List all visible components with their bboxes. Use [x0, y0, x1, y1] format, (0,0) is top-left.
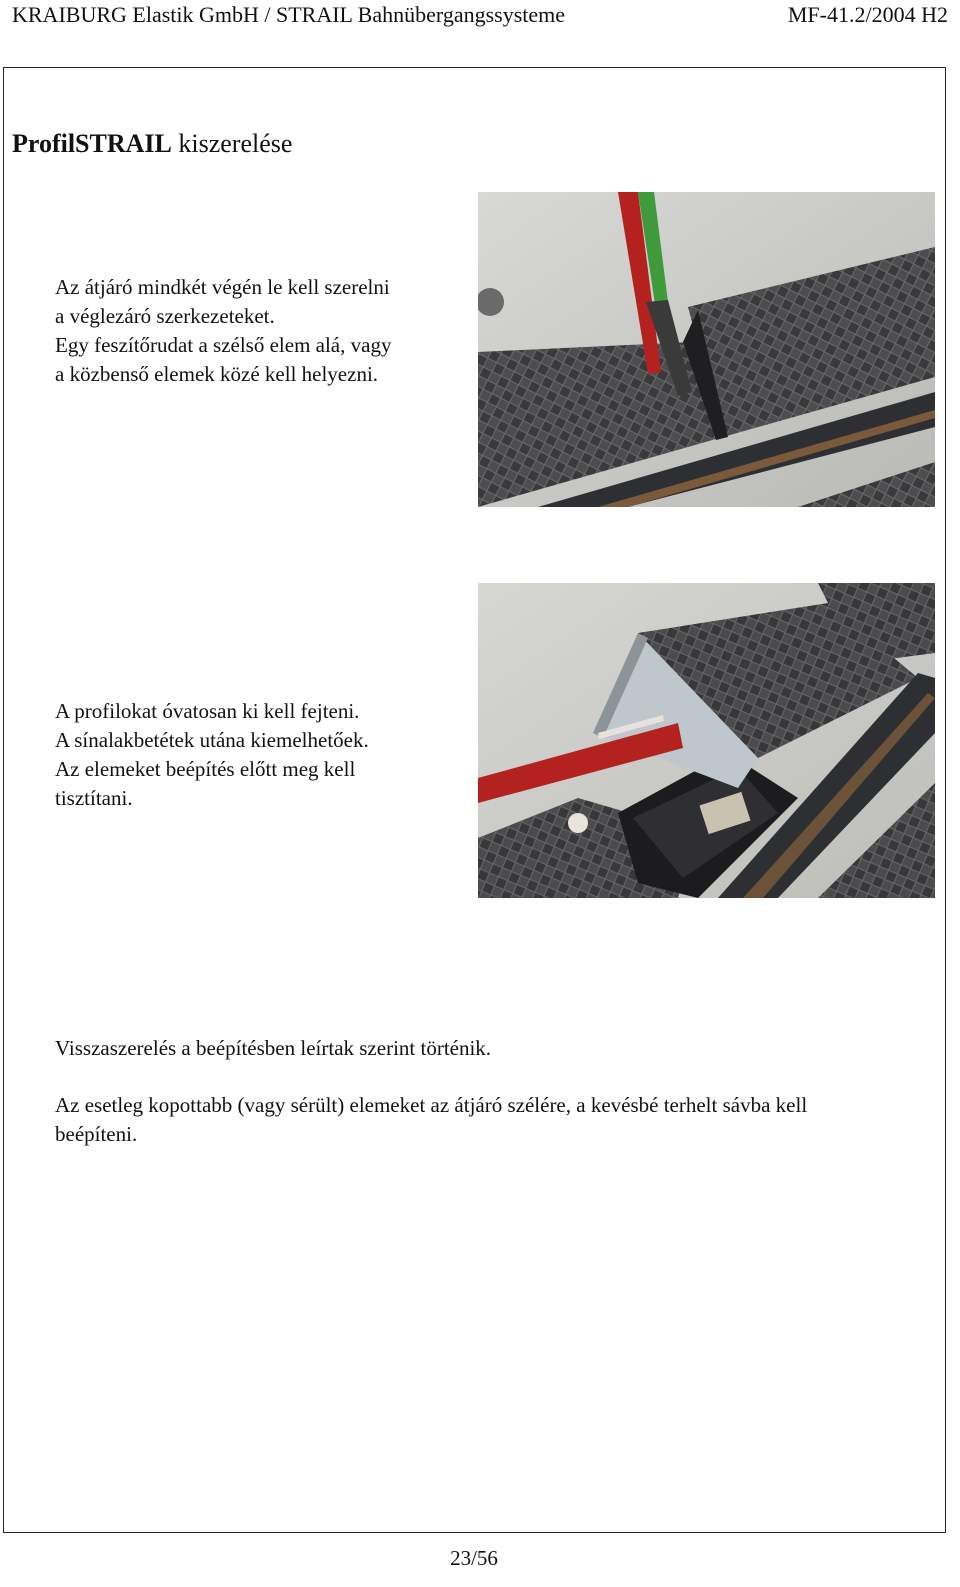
photo-crowbar-insertion-illustration: [478, 192, 935, 507]
header-document-code: MF-41.2/2004 H2: [787, 2, 948, 27]
step-2-instructions: [55, 697, 470, 813]
text-line: beépíteni.: [55, 1122, 138, 1146]
running-header: [12, 2, 948, 28]
reassembly-note: [55, 1034, 935, 1063]
text-line: Az esetleg kopottabb (vagy sérült) elemeket az átjáró szélére, a kevésbé terhelt sávba kell: [55, 1093, 808, 1117]
text-line: Egy feszítőrudat a szélső elem alá, vagy: [55, 333, 392, 357]
worn-elements-note: [55, 1091, 941, 1149]
text-line: tisztítani.: [55, 786, 133, 810]
text-line: A profilokat óvatosan ki kell fejteni.: [55, 699, 360, 723]
title-product: ProfilSTRAIL: [12, 129, 172, 158]
text-line: Visszaszerelés a beépítésben leírtak szerint történik.: [55, 1036, 492, 1060]
text-line: A sínalakbetétek utána kiemelhetőek.: [55, 728, 369, 752]
page-title: [12, 128, 292, 160]
text-line: a közbenső elemek közé kell helyezni.: [55, 362, 379, 386]
title-rest: kiszerelése: [171, 129, 293, 158]
photo-crowbar-insertion: [478, 192, 935, 507]
page-number: 23/56: [450, 1546, 498, 1570]
step-1-instructions: [55, 273, 470, 389]
photo-profile-lifted-illustration: [478, 583, 935, 898]
text-line: Az átjáró mindkét végén le kell szerelni: [55, 275, 390, 299]
photo-profile-lifted: [478, 583, 935, 898]
header-company: KRAIBURG Elastik GmbH / STRAIL Bahnübergangssysteme: [12, 2, 566, 27]
text-line: Az elemeket beépítés előtt meg kell: [55, 757, 356, 781]
text-line: a véglezáró szerkezeteket.: [55, 304, 275, 328]
